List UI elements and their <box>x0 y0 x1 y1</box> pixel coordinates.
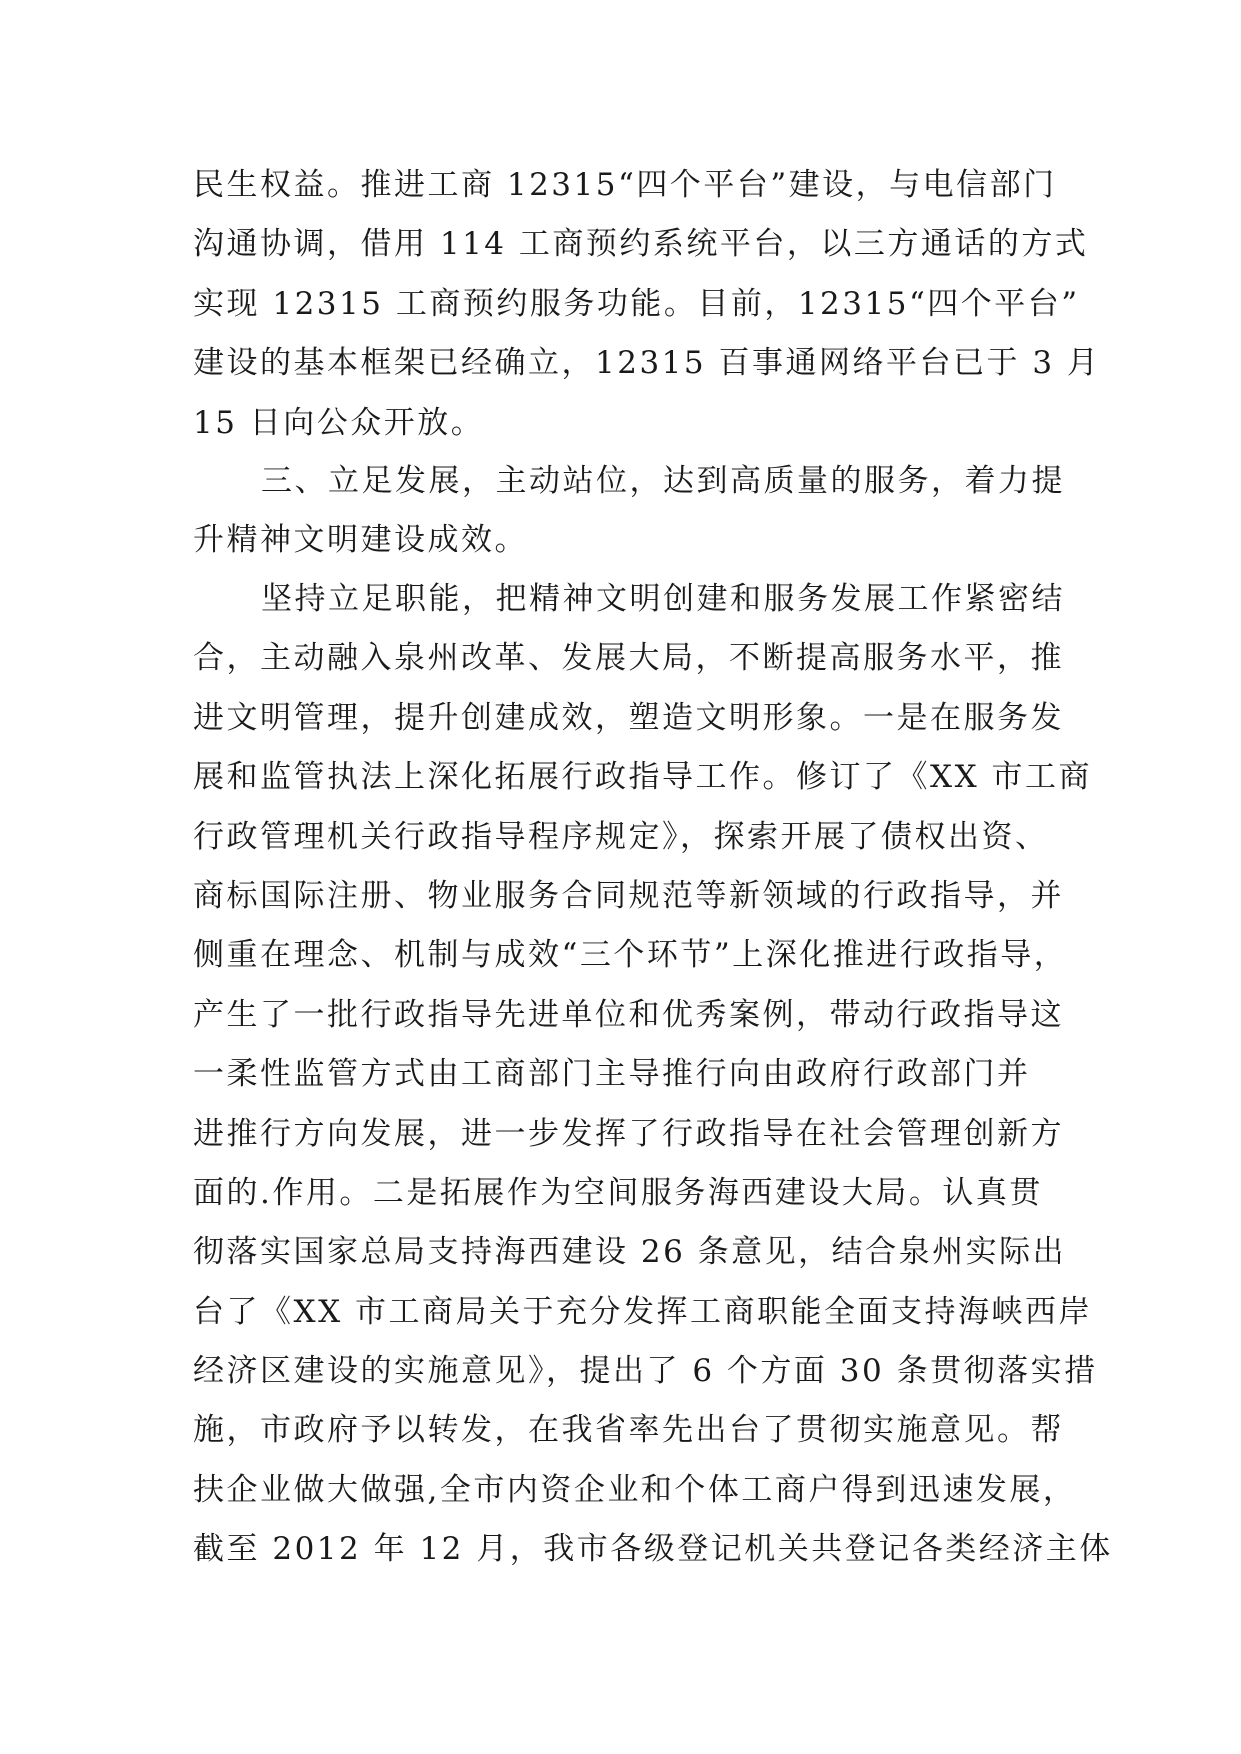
heading-line: 升精神文明建设成效。 <box>193 522 528 559</box>
text-line: 面的.作用。二是拓展作为空间服务海西建设大局。认真贯 <box>193 1174 1043 1211</box>
text-line: 民生权益。推进工商 12315“四个平台”建设，与电信部门 <box>193 167 1057 203</box>
text-line: 沟通协调，借用 114 工商预约系统平台，以三方通话的方式 <box>193 226 1089 263</box>
text-line: 坚持立足职能，把精神文明创建和服务发展工作紧密结 <box>261 581 1065 617</box>
text-line: 截至 2012 年 12 月，我市各级登记机关共登记各类经济主体 <box>193 1531 1113 1568</box>
text-line: 15 日向公众开放。 <box>193 404 485 441</box>
text-line: 产生了一批行政指导先进单位和优秀案例，带动行政指导这 <box>193 996 1064 1033</box>
text-line: 台了《XX 市工商局关于充分发挥工商职能全面支持海峡西岸 <box>193 1293 1092 1330</box>
text-line: 展和监管执法上深化拓展行政指导工作。修订了《XX 市工商 <box>193 759 1092 796</box>
text-line: 商标国际注册、物业服务合同规范等新领域的行政指导，并 <box>193 877 1064 914</box>
paragraph-continuation <box>193 156 1101 453</box>
text-line: 进推行方向发展，进一步发挥了行政指导在社会管理创新方 <box>193 1115 1064 1152</box>
text-line: 侧重在理念、机制与成效“三个环节”上深化推进行政指导， <box>193 937 1068 974</box>
text-line: 扶企业做大做强,全市内资企业和个体工商户得到迅速发展， <box>193 1471 1077 1508</box>
text-line: 经济区建设的实施意见》，提出了 6 个方面 30 条贯彻落实措 <box>193 1353 1098 1390</box>
text-line: 施，市政府予以转发，在我省率先出台了贯彻实施意见。帮 <box>193 1412 1064 1449</box>
text-line: 合，主动融入泉州改革、发展大局，不断提高服务水平，推 <box>193 640 1064 677</box>
text-line: 行政管理机关行政指导程序规定》，探索开展了债权出资、 <box>193 818 1049 855</box>
text-line: 一柔性监管方式由工商部门主导推行向由政府行政部门并 <box>193 1056 1031 1093</box>
section-heading <box>193 452 1065 571</box>
text-line: 实现 12315 工商预约服务功能。目前，12315“四个平台” <box>193 285 1080 322</box>
text-line: 彻落实国家总局支持海西建设 26 条意见，结合泉州实际出 <box>193 1234 1067 1271</box>
body-paragraph <box>193 570 1113 1580</box>
text-line: 建设的基本框架已经确立，12315 百事通网络平台已于 3 月 <box>193 345 1101 382</box>
text-line: 进文明管理，提升创建成效，塑造文明形象。一是在服务发 <box>193 699 1064 736</box>
heading-line: 三、立足发展，主动站位，达到高质量的服务，着力提 <box>261 463 1065 499</box>
